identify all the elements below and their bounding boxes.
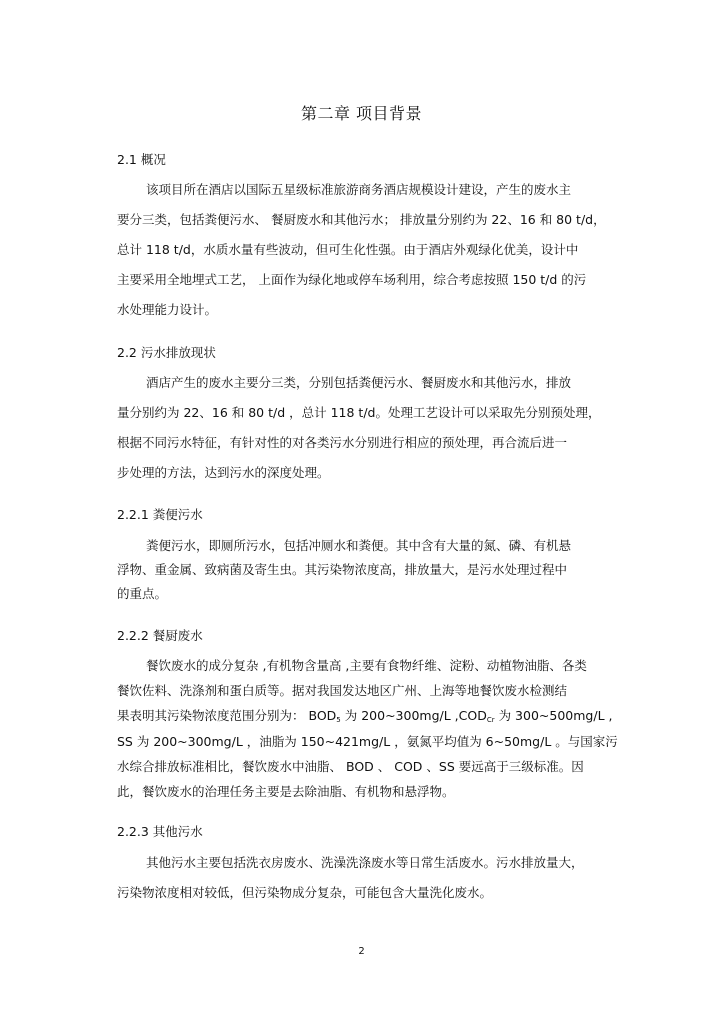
paragraph-line: SS 为 200~300mg/L ，油脂为 150~421mg/L ，氨氮平均值为 6~50mg/L 。与国家污 [117,734,618,749]
chapter-title: 第二章 项目背景 [300,104,423,123]
subscript: Cr [486,716,495,724]
paragraph-line [117,710,612,724]
paragraph-line: 水综合排放标准相比，餐饮废水中油脂、 BOD 、 COD 、SS 要远高于三级标准。因 [117,759,584,774]
paragraph-line: 要分三类，包括粪便污水、 餐厨废水和其他污水； 排放量分别约为 22、16 和 80 t/d， [117,212,606,227]
paragraph-line: 此，餐饮废水的治理任务主要是去除油脂、有机物和悬浮物。 [117,784,455,799]
paragraph-line: 该项目所在酒店以国际五星级标准旅游商务酒店规模设计建设，产生的废水主 [146,182,572,197]
text-run: 果表明其污染物浓度范围分别为： BOD [117,708,337,723]
section-heading-2-1: 2.1 概况 [117,152,166,167]
paragraph-line: 污染物浓度相对较低，但污染物成分复杂，可能包含大量洗化废水。 [117,885,493,900]
paragraph-line: 酒店产生的废水主要分三类，分别包括粪便污水、餐厨废水和其他污水，排放 [146,375,572,390]
text-run: 为 200~300mg/L ,COD [340,708,487,723]
paragraph-line: 其他污水主要包括洗衣房废水、洗澡洗涤废水等日常生活废水。污水排放量大， [146,855,584,870]
paragraph-line: 根据不同污水特征，有针对性的对各类污水分别进行相应的预处理，再合流后进一 [117,435,568,450]
paragraph-line: 水处理能力设计。 [117,302,218,317]
paragraph-line: 浮物、重金属、致病菌及寄生虫。其污染物浓度高，排放量大，是污水处理过程中 [117,562,568,577]
text-run: 为 300~500mg/L , [494,708,613,723]
paragraph-line: 总计 118 t/d，水质水量有些波动，但可生化性强。由于酒店外观绿化优美，设计中 [117,242,579,257]
paragraph-line: 主要采用全地埋式工艺， 上面作为绿化地或停车场利用，综合考虑按照 150 t/d 的污 [117,272,587,287]
subscript: 5 [336,716,341,724]
section-heading-2-2-3: 2.2.3 其他污水 [117,824,203,839]
section-heading-2-2-2: 2.2.2 餐厨废水 [117,628,203,643]
section-heading-2-2: 2.2 污水排放现状 [117,345,216,360]
paragraph-line: 步处理的方法，达到污水的深度处理。 [117,465,330,480]
page-number: 2 [358,946,365,957]
paragraph-line: 餐饮废水的成分复杂 ,有机物含量高 ,主要有食物纤维、淀粉、动植物油脂、各类 [146,658,587,673]
paragraph-line: 粪便污水，即厕所污水，包括冲厕水和粪便。其中含有大量的氮、磷、有机悬 [146,538,572,553]
section-heading-2-2-1: 2.2.1 粪便污水 [117,507,203,522]
paragraph-line: 量分别约为 22、16 和 80 t/d ，总计 118 t/d。处理工艺设计可以采取先分别预处理， [117,405,601,420]
paragraph-line: 的重点。 [117,586,168,601]
paragraph-line: 餐饮佐料、洗涤剂和蛋白质等。据对我国发达地区广州、上海等地餐饮废水检测结 [117,683,568,698]
